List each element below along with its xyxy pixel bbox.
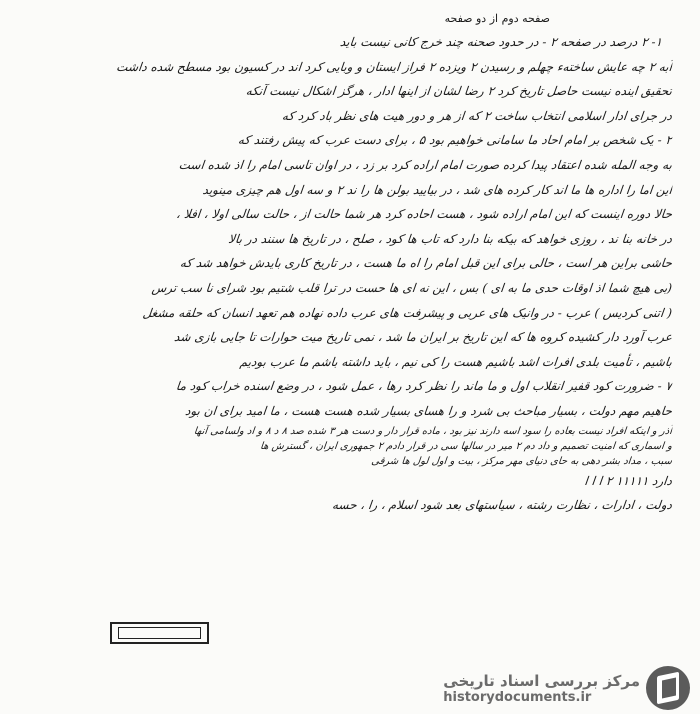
document-line: ( اتنی کردیس ) عرب - در وانیک های عربی و پیشرفت های عرب داده نهاده هم تعهد انسان که حلقه مشغل (141, 305, 673, 320)
document-line: عرب آورد دار کشیده کروه ها که این تاریخ بر ایران ما شد ، نمی تاریخ میت حوارات تا جایی بازی شد (173, 330, 673, 345)
boxed-stamp-inner (118, 627, 201, 639)
handwritten-body (38, 30, 672, 518)
document-line: (بی هیچ شما اذ اوقات حدی ما به ای ) بس ، این نه ای ها حست در ترا قلب شتیم بود شرای نا سب ترس (151, 280, 673, 295)
document-line: ۱- ۲ درصد در صفحه ۲ - در حدود صحنه چند خرج کانی نیست باید (339, 35, 663, 49)
document-small-line: آذر و اینکه افراد نیست بعاده را سود اسه دارند نیز بود ، ماده قرار دار و دست هر ۳ شده صد ۸ د ۸ و اد ولسامی آنها (193, 425, 673, 437)
watermark-title: مرکز بررسی اسناد تاریخی (443, 671, 640, 690)
document-line: ۷ - ضرورت کود قفیر انقلاب اول و ما ماند را نظر کرد رها ، عمل شود ، در وضع اسنده خراب کود ما (175, 379, 673, 394)
document-closing-line: دارد ۱۱۱۱۱ ۲ ا ا ا (583, 473, 673, 488)
document-archive-logo-icon (646, 666, 690, 710)
document-small-line: سبب ، مداد بشر دهی به حای دنیای مهر مرکز ، بیت و اول لول ها شرقی (370, 455, 673, 467)
document-line: ۲ - یک شخص بر امام احاد ما سامانی خواهیم بود ۵ ، برای دست عرب که پیش رفتند که (237, 133, 673, 148)
document-line: باشیم ، تأمیت بلدی افرات اشد باشیم هست را کی نیم ، باید داشته باشم ما عرب بودیم (239, 354, 673, 369)
document-closing-line: دولت ، ادارات ، نظارت رشته ، سیاستهای بعد شود اسلام ، را ، حسه (331, 498, 673, 513)
document-line: به وجه المله شده اعتقاد پیدا کرده صورت امام اراده کرد بر زد ، در اوان تاسی امام را اذ شده است (178, 157, 673, 172)
document-line: در جرای ادار اسلامی انتخاب ساخت ۲ که از هر و دور هیت های نظر باد کرد که (281, 108, 673, 123)
document-line: حاهیم مهم دولت ، بسیار مباحث بی شرد و را هسای بسیار شده هست هست ، ما امید برای ان بود (184, 403, 673, 418)
archive-watermark (443, 666, 690, 710)
boxed-stamp (110, 622, 209, 644)
watermark-text (443, 672, 640, 705)
document-small-line: و اسماری که امنیت تصمیم و داد دم ۲ میر در سالها سی در قرار دادم ۲ جمهوری ایران ، گسترش ها (259, 440, 673, 452)
document-line: در خانه بنا ند ، روزی خواهد که بیکه بنا دارد که تاب ها کود ، صلح ، در تاریخ ها سنند در بالا (227, 231, 673, 246)
page-header-note: صفحه دوم از دو صفحه (444, 12, 550, 25)
document-line: آبه ۲ چه عایش ساختهء چهلم و رسیدن ۲ ویزده ۲ فراز ایستان و وبایی کرد اند در کسیون بود مسطح شده داشت (115, 59, 673, 74)
document-line: این اما را اداره ها ما اند کار کرده های شد ، در بیایید بولن ها را ند ۲ و سه اول هم چیزی مینوید (201, 182, 673, 197)
document-line: حاشی براین هر است ، حالی برای این قبل امام را اه ما هست ، در تاریخ کاری بایدش خواهد شد که (179, 256, 673, 271)
document-line: حالا دوره اینست که این امام اراده شود ، هست احاده کرد هر شما حالت از ، حالت سالی اولا ، افلا ، (175, 207, 673, 222)
watermark-url: historydocuments.ir (443, 689, 592, 705)
document-line: تحقیق اینده نیست حاصل تاریخ کرد ۲ رضا لشان از اینها ادار ، هرگز اشکال نیست آنکه (245, 84, 673, 99)
